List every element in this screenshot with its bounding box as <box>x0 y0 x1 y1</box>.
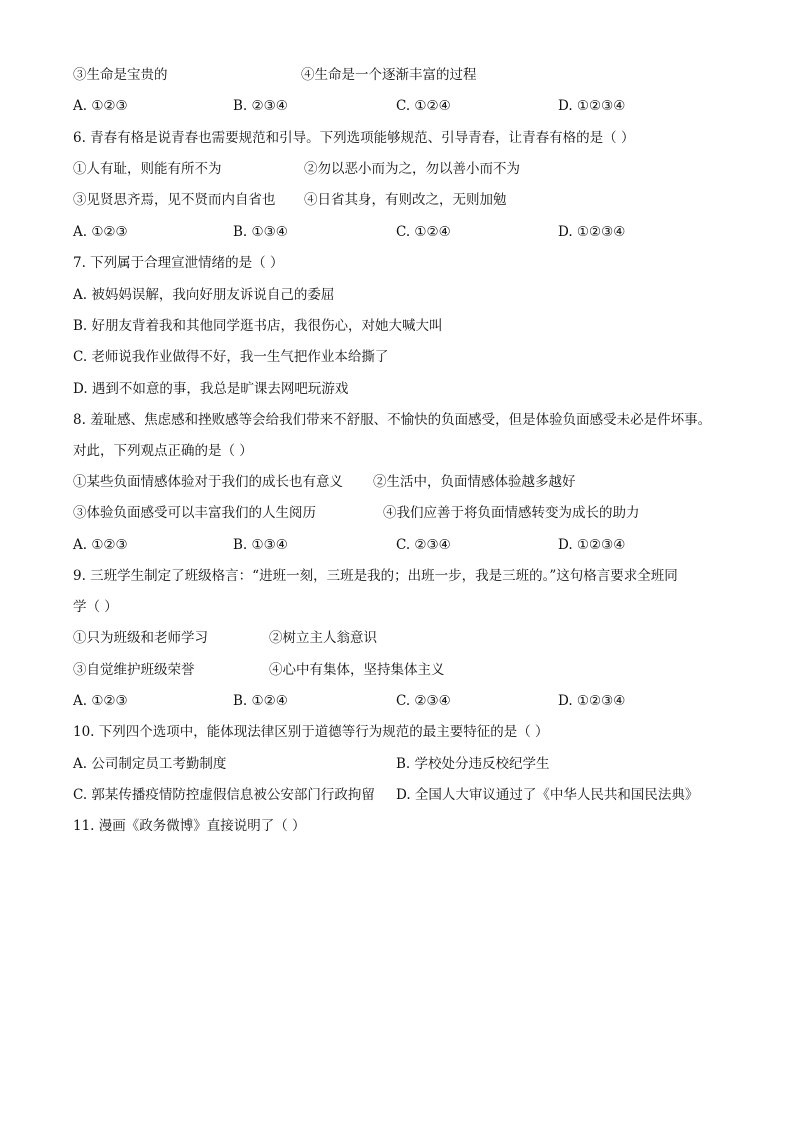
q8-stem-line-1: 8. 羞耻感、焦虑感和挫败感等会给我们带来不舒服、不愉快的负面感受，但是体验负面感受未必是件坏事。 <box>73 412 712 428</box>
q8-options-row <box>0 535 793 555</box>
q9-item-3: ③自觉维护班级荣誉 <box>73 662 195 678</box>
q9-items-row-1 <box>0 628 793 648</box>
q10-option-a[interactable]: A. 公司制定员工考勤制度 <box>73 756 227 772</box>
q6-stem: 6. 青春有格是说青春也需要规范和引导。下列选项能够规范、引导青春，让青春有格的是（ ） <box>73 130 635 146</box>
q6-option-a[interactable]: A. ①②③ <box>73 224 128 240</box>
q10-option-b[interactable]: B. 学校处分违反校纪学生 <box>396 756 550 772</box>
q7-stem: 7. 下列属于合理宣泄情绪的是（ ） <box>73 255 284 271</box>
q9-item-1: ①只为班级和老师学习 <box>73 630 208 646</box>
q8-stem-line-2: 对此，下列观点正确的是（ ） <box>73 443 253 459</box>
q7-option-c[interactable]: C. 老师说我作业做得不好，我一生气把作业本给撕了 <box>73 349 389 365</box>
q9-stem-line-2: 学（ ） <box>73 599 118 615</box>
q11-stem: 11. 漫画《政务微博》直接说明了（ ） <box>73 818 306 834</box>
q9-options-row <box>0 691 793 711</box>
q6-item-1: ①人有耻，则能有所不为 <box>73 161 222 177</box>
q5-option-b[interactable]: B. ②③④ <box>233 98 288 114</box>
q5-item-3: ③生命是宝贵的 <box>73 67 168 83</box>
q8-items-row-2 <box>0 503 793 523</box>
q6-option-d[interactable]: D. ①②③④ <box>558 224 626 240</box>
q7-option-d[interactable]: D. 遇到不如意的事，我总是旷课去网吧玩游戏 <box>73 381 349 397</box>
q6-option-b[interactable]: B. ①③④ <box>233 224 288 240</box>
q8-option-d[interactable]: D. ①②③④ <box>558 537 626 553</box>
q8-option-b[interactable]: B. ①③④ <box>233 537 288 553</box>
q10-option-c[interactable]: C. 郭某传播疫情防控虚假信息被公安部门行政拘留 <box>73 787 375 803</box>
q6-item-4: ④日省其身，有则改之，无则加勉 <box>304 192 507 208</box>
q5-option-a[interactable]: A. ①②③ <box>73 98 128 114</box>
q6-item-3: ③见贤思齐焉，见不贤而内自省也 <box>73 192 276 208</box>
q5-item-4: ④生命是一个逐渐丰富的过程 <box>301 67 477 83</box>
q8-item-1: ①某些负面情感体验对于我们的成长也有意义 <box>73 474 343 490</box>
q9-option-d[interactable]: D. ①②③④ <box>558 693 626 709</box>
q10-options-row-2 <box>0 785 793 805</box>
q10-option-d[interactable]: D. 全国人大审议通过了《中华人民共和国民法典》 <box>396 787 699 803</box>
q9-option-c[interactable]: C. ②③④ <box>396 693 451 709</box>
q9-option-a[interactable]: A. ①②③ <box>73 693 128 709</box>
q9-items-row-2 <box>0 660 793 680</box>
q6-options-row <box>0 222 793 242</box>
q9-option-b[interactable]: B. ①②④ <box>233 693 288 709</box>
q6-item-2: ②勿以恶小而为之，勿以善小而不为 <box>304 161 520 177</box>
q7-option-b[interactable]: B. 好朋友背着我和其他同学逛书店，我很伤心，对她大喊大叫 <box>73 318 443 334</box>
q8-option-a[interactable]: A. ①②③ <box>73 537 128 553</box>
q6-option-c[interactable]: C. ①②④ <box>396 224 451 240</box>
q5-option-c[interactable]: C. ①②④ <box>396 98 451 114</box>
q10-stem: 10. 下列四个选项中，能体现法律区别于道德等行为规范的最主要特征的是（ ） <box>73 724 549 740</box>
q9-item-4: ④心中有集体，坚持集体主义 <box>269 662 445 678</box>
q5-option-d[interactable]: D. ①②③④ <box>558 98 626 114</box>
q8-item-4: ④我们应善于将负面情感转变为成长的助力 <box>383 505 640 521</box>
q5-items-row <box>0 65 793 85</box>
q8-items-row-1 <box>0 472 793 492</box>
q8-item-3: ③体验负面感受可以丰富我们的人生阅历 <box>73 505 316 521</box>
q8-option-c[interactable]: C. ②③④ <box>396 537 451 553</box>
q8-item-2: ②生活中，负面情感体验越多越好 <box>373 474 576 490</box>
q9-item-2: ②树立主人翁意识 <box>269 630 377 646</box>
q9-stem-line-1: 9. 三班学生制定了班级格言：“进班一刻，三班是我的；出班一步，我是三班的。”这句格言要求全班同 <box>73 568 678 584</box>
q7-option-a[interactable]: A. 被妈妈误解，我向好朋友诉说自己的委屈 <box>73 287 335 303</box>
q6-items-row-2 <box>0 190 793 210</box>
q6-items-row-1 <box>0 159 793 179</box>
q10-options-row-1 <box>0 754 793 774</box>
q5-options-row <box>0 96 793 116</box>
